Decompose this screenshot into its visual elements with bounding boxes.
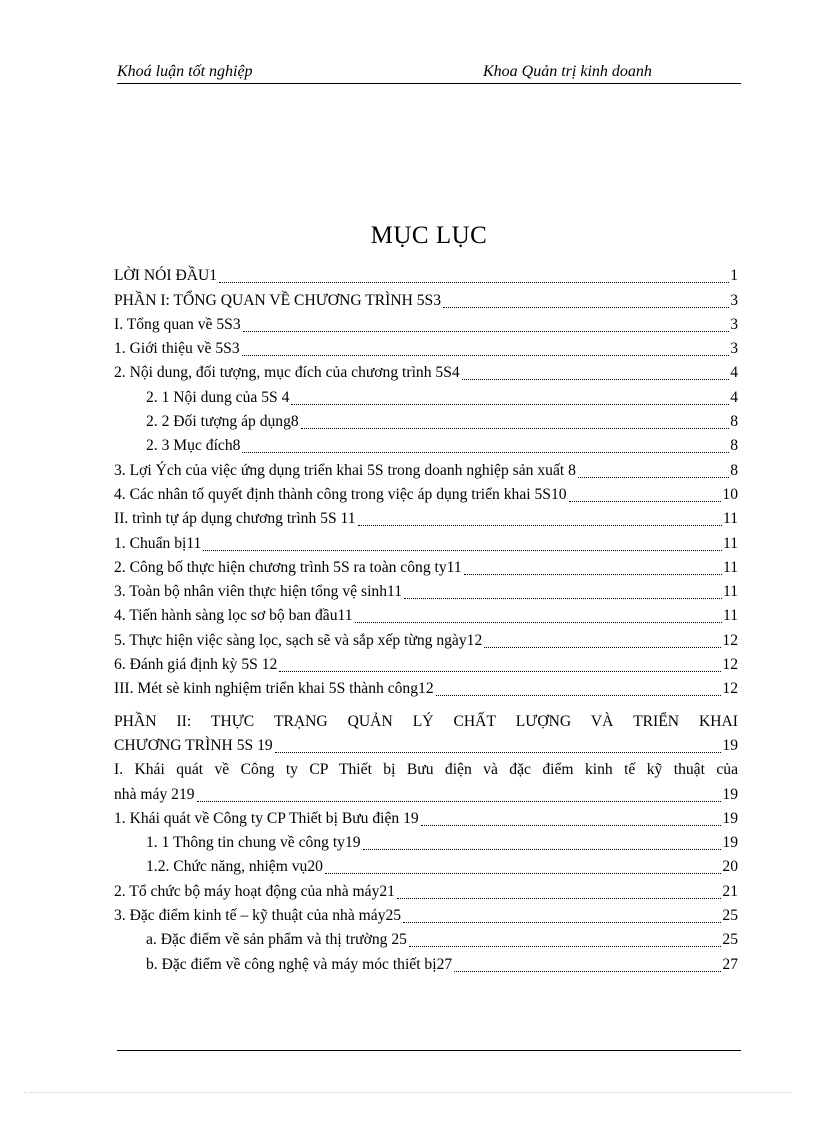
toc-entry-page: 10 xyxy=(722,485,738,503)
toc-entry-label: 2. 3 Mục đích8 xyxy=(146,437,241,455)
toc-entry[interactable] xyxy=(114,758,738,782)
toc-entry-page: 19 xyxy=(722,834,738,852)
leader-dots xyxy=(436,695,722,696)
leader-dots xyxy=(355,622,722,623)
toc-entry[interactable] xyxy=(114,458,738,482)
toc-entry[interactable] xyxy=(114,628,738,652)
toc-entry-page: 11 xyxy=(722,510,738,528)
toc-entry-label: 2. Công bố thực hiện chương trình 5S ra toàn công ty11 xyxy=(114,558,462,576)
footer-divider xyxy=(117,1050,741,1051)
leader-dots xyxy=(279,671,721,672)
toc-entry[interactable] xyxy=(114,831,738,855)
toc-entry[interactable] xyxy=(114,782,738,806)
toc-entry[interactable] xyxy=(114,709,738,733)
toc-entry-page: 20 xyxy=(722,858,738,876)
header-left-text: Khoá luận tốt nghiệp xyxy=(117,63,253,80)
toc-entry[interactable] xyxy=(114,855,738,879)
toc-entry-page: 11 xyxy=(722,583,738,601)
toc-entry[interactable] xyxy=(114,483,738,507)
toc-entry-label: 2. Nội dung, đối tượng, mục đích của chương trình 5S4 xyxy=(114,364,460,382)
toc-entry-label: CHƯƠNG TRÌNH 5S 19 xyxy=(114,736,273,754)
toc-entry-label: 4. Các nhân tố quyết định thành công trong việc áp dụng triển khai 5S10 xyxy=(114,485,567,503)
toc-entry-page: 25 xyxy=(722,931,738,949)
toc-entry-page: 1 xyxy=(730,267,738,285)
toc-entry-label: III. Mét sè kinh nghiệm triển khai 5S thành công12 xyxy=(114,680,434,698)
leader-dots xyxy=(275,752,722,753)
toc-entry-page: 3 xyxy=(730,291,738,309)
toc-entry[interactable] xyxy=(114,604,738,628)
toc-entry-page: 19 xyxy=(722,736,738,754)
toc-entry[interactable] xyxy=(114,928,738,952)
page-edge-divider xyxy=(24,1092,792,1093)
leader-dots xyxy=(219,282,729,283)
leader-dots xyxy=(301,428,730,429)
leader-dots xyxy=(403,922,721,923)
leader-dots xyxy=(291,404,729,405)
toc-entry[interactable] xyxy=(114,337,738,361)
leader-dots xyxy=(358,525,722,526)
toc-entry-label: a. Đặc điểm về sản phẩm và thị trường 25 xyxy=(146,931,407,949)
leader-dots xyxy=(409,946,721,947)
toc-entry-page: 4 xyxy=(730,364,738,382)
toc-entry[interactable] xyxy=(114,734,738,758)
toc-entry-label: 3. Toàn bộ nhân viên thực hiện tổng vệ sinh11 xyxy=(114,583,403,601)
leader-dots xyxy=(484,647,721,648)
toc-entry-page: 12 xyxy=(722,680,738,698)
toc-entry-page: 12 xyxy=(722,631,738,649)
toc-entry-page: 12 xyxy=(722,656,738,674)
toc-entry-page: 8 xyxy=(730,461,738,479)
toc-entry-page: 8 xyxy=(730,413,738,431)
leader-dots xyxy=(197,801,722,802)
toc-entry-page: 19 xyxy=(722,785,738,803)
toc-entry-page: 11 xyxy=(722,534,738,552)
toc-entry-label: 1. Giới thiệu về 5S3 xyxy=(114,340,240,358)
toc-entry-label: 1.2. Chức năng, nhiệm vụ20 xyxy=(146,858,323,876)
toc-entry-page: 4 xyxy=(730,388,738,406)
toc-entry[interactable] xyxy=(114,361,738,385)
toc-entry-label: II. trình tự áp dụng chương trình 5S 11 xyxy=(114,510,356,528)
leader-dots xyxy=(325,873,721,874)
leader-dots xyxy=(203,550,722,551)
toc-entry-page: 11 xyxy=(722,558,738,576)
toc-entry-label: 1. Khái quát về Công ty CP Thiết bị Bưu điện 19 xyxy=(114,809,419,827)
toc-entry[interactable] xyxy=(114,556,738,580)
toc-entry[interactable] xyxy=(114,677,738,701)
leader-dots xyxy=(242,355,730,356)
toc-entry-label: 4. Tiến hành sàng lọc sơ bộ ban đầu11 xyxy=(114,607,353,625)
toc-entry[interactable] xyxy=(114,952,738,976)
toc-entry-label: 2. Tổ chức bộ máy hoạt động của nhà máy21 xyxy=(114,882,395,900)
toc-entry[interactable] xyxy=(114,313,738,337)
toc-entry[interactable] xyxy=(114,580,738,604)
toc-entry[interactable] xyxy=(114,904,738,928)
toc-entry-label: 3. Đặc điểm kinh tế – kỹ thuật của nhà máy25 xyxy=(114,907,402,925)
leader-dots xyxy=(397,898,721,899)
toc-entry[interactable] xyxy=(114,264,738,288)
leader-dots xyxy=(242,452,729,453)
toc-entry-label: I. Khái quát về Công ty CP Thiết bị Bưu điện và đặc điểm kinh tế kỹ thuật của xyxy=(114,761,738,779)
toc-entry-label: PHẦN I: TỔNG QUAN VỀ CHƯƠNG TRÌNH 5S3 xyxy=(114,291,442,309)
toc-entry[interactable] xyxy=(114,507,738,531)
toc-entry-label: 6. Đánh giá định kỳ 5S 12 xyxy=(114,656,278,674)
toc-entry-label: 2. 1 Nội dung của 5S 4 xyxy=(146,388,290,406)
toc-title: MỤC LỤC xyxy=(370,222,488,249)
toc-entry[interactable] xyxy=(114,385,738,409)
leader-dots xyxy=(569,501,722,502)
toc-entry-label: b. Đặc điểm về công nghệ và máy móc thiết bị27 xyxy=(146,955,453,973)
toc-entry[interactable] xyxy=(114,531,738,555)
toc-entry[interactable] xyxy=(114,879,738,903)
toc-entry-page: 3 xyxy=(730,315,738,333)
toc-entry[interactable] xyxy=(114,434,738,458)
toc-entry-label: 1. Chuẩn bị11 xyxy=(114,534,202,552)
leader-dots xyxy=(363,849,722,850)
toc-entry[interactable] xyxy=(114,653,738,677)
toc-entry-page: 21 xyxy=(722,882,738,900)
toc-entry-page: 3 xyxy=(730,340,738,358)
leader-dots xyxy=(404,598,722,599)
toc-entry-label: PHẦN II: THỰC TRẠNG QUẢN LÝ CHẤT LƯỢNG VÀ TRIỂN KHAI xyxy=(114,712,738,730)
toc-entry-label: 1. 1 Thông tin chung về công ty19 xyxy=(146,834,361,852)
table-of-contents xyxy=(114,264,738,977)
leader-dots xyxy=(462,379,730,380)
toc-entry-page: 11 xyxy=(722,607,738,625)
toc-entry-page: 27 xyxy=(722,955,738,973)
toc-entry-label: LỜI NÓI ĐẦU1 xyxy=(114,267,218,285)
toc-entry-label: 3. Lợi Ých của việc ứng dụng triển khai 5S trong doanh nghiệp sản xuất 8 xyxy=(114,461,576,479)
toc-entry[interactable] xyxy=(114,410,738,434)
header-right-text: Khoa Quản trị kinh doanh xyxy=(483,63,652,80)
leader-dots xyxy=(243,331,730,332)
leader-dots xyxy=(443,307,729,308)
toc-entry-page: 25 xyxy=(722,907,738,925)
toc-entry-page: 19 xyxy=(722,809,738,827)
leader-dots xyxy=(421,825,722,826)
toc-entry[interactable] xyxy=(114,807,738,831)
toc-entry-label: 5. Thực hiện việc sàng lọc, sạch sẽ và sắp xếp từng ngày12 xyxy=(114,631,483,649)
toc-entry-page: 8 xyxy=(730,437,738,455)
toc-entry-label: I. Tổng quan về 5S3 xyxy=(114,315,241,333)
leader-dots xyxy=(454,971,721,972)
toc-entry[interactable] xyxy=(114,288,738,312)
toc-entry-label: 2. 2 Đối tượng áp dụng8 xyxy=(146,413,299,431)
leader-dots xyxy=(578,477,729,478)
toc-entry-label: nhà máy 219 xyxy=(114,785,195,803)
leader-dots xyxy=(464,574,722,575)
page-header xyxy=(117,63,741,84)
